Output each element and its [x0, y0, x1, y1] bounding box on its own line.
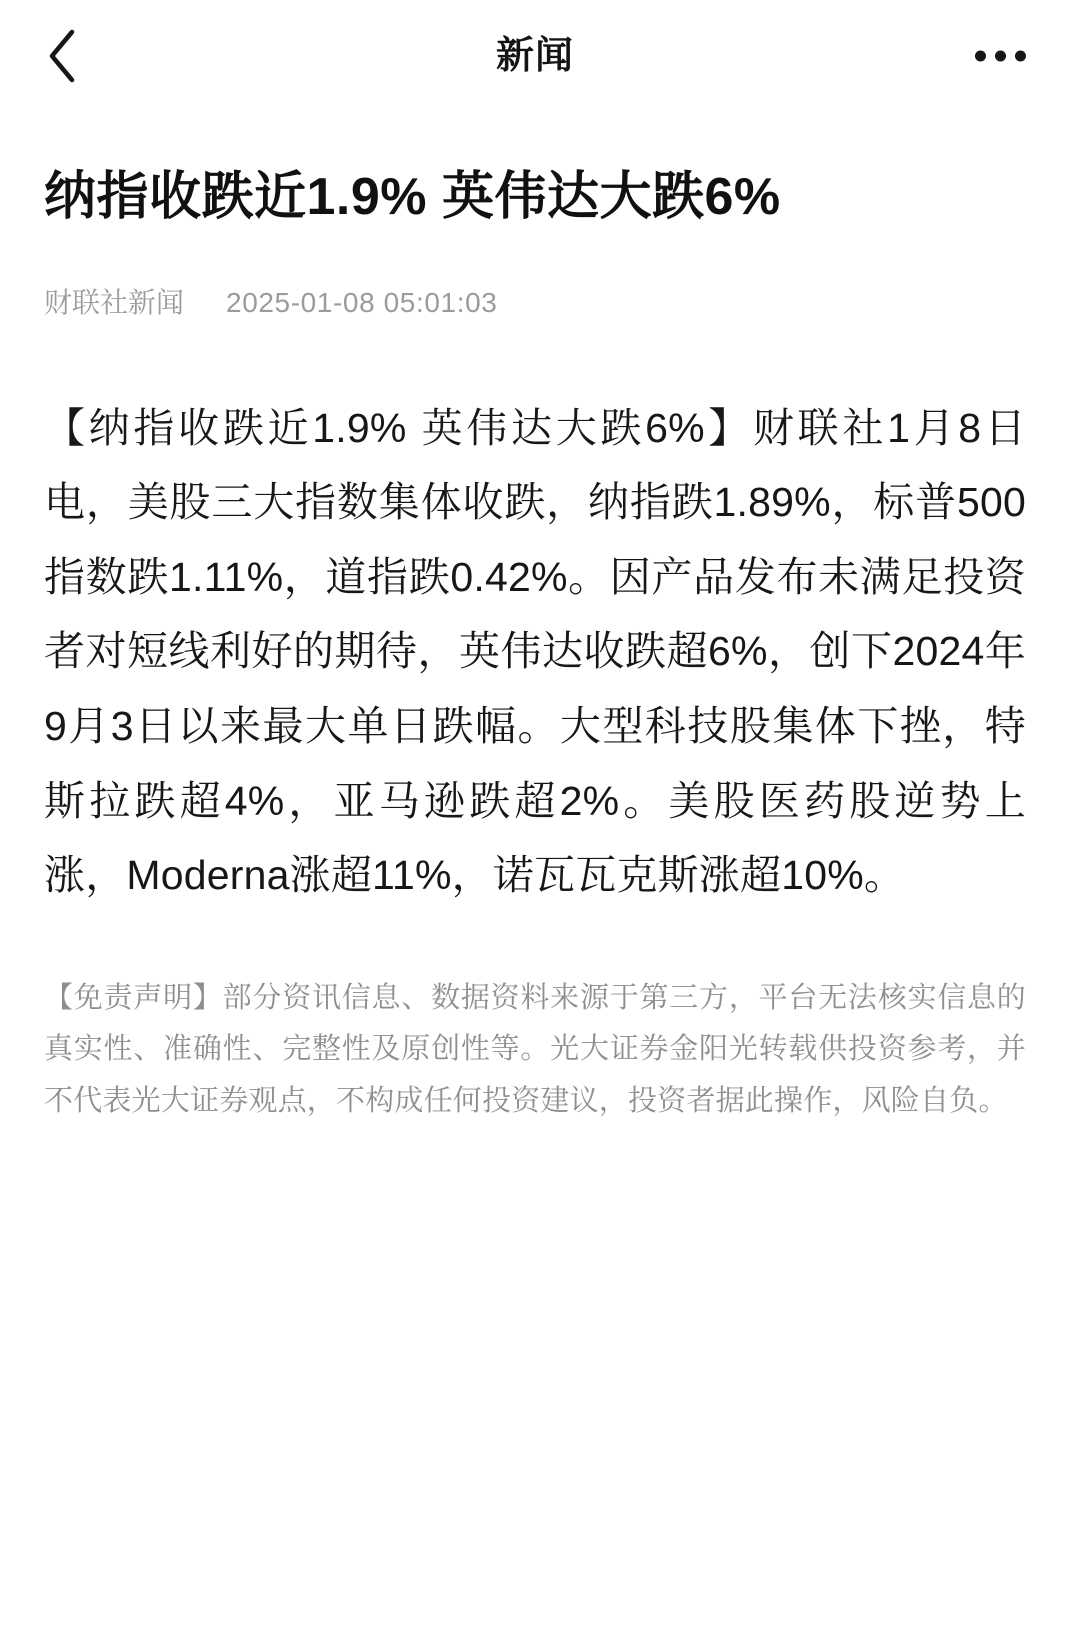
page-title: 新闻 [495, 35, 574, 77]
article-disclaimer: 【免责声明】部分资讯信息、数据资料来源于第三方，平台无法核实信息的真实性、准确性、完整性及原创性等。光大证券金阳光转载供投资参考，并不代表光大证券观点，不构成任何投资建议，投资者据此操作，风险自负。 [44, 981, 1026, 1118]
article-meta [44, 286, 1026, 318]
article-headline: 纳指收跌近1.9% 英伟达大跌6% [44, 168, 781, 226]
back-button[interactable] [36, 30, 88, 82]
top-navigation-bar [0, 0, 1070, 112]
article-source: 财联社新闻 [44, 286, 185, 318]
more-horizontal-icon [995, 51, 1006, 62]
more-horizontal-icon [1015, 51, 1026, 62]
chevron-left-icon [45, 28, 79, 84]
article-timestamp: 2025-01-08 05:01:03 [226, 286, 498, 318]
more-options-button[interactable] [971, 39, 1030, 74]
article-body: 【纳指收跌近1.9% 英伟达大跌6%】财联社1月8日电，美股三大指数集体收跌，纳指跌1.89%，标普500指数跌1.11%，道指跌0.42%。因产品发布未满足投资者对短线利好的期待，英伟达收跌超6%，创下2024年9月3日以来最大单日跌幅。大型科技股集体下挫，特斯拉跌超4%，亚马逊跌超2%。美股医药股逆势上涨，Moderna涨超11%，诺瓦瓦克斯涨超10%。 [44, 404, 1026, 899]
article-container [0, 164, 1070, 1128]
more-horizontal-icon [975, 51, 986, 62]
